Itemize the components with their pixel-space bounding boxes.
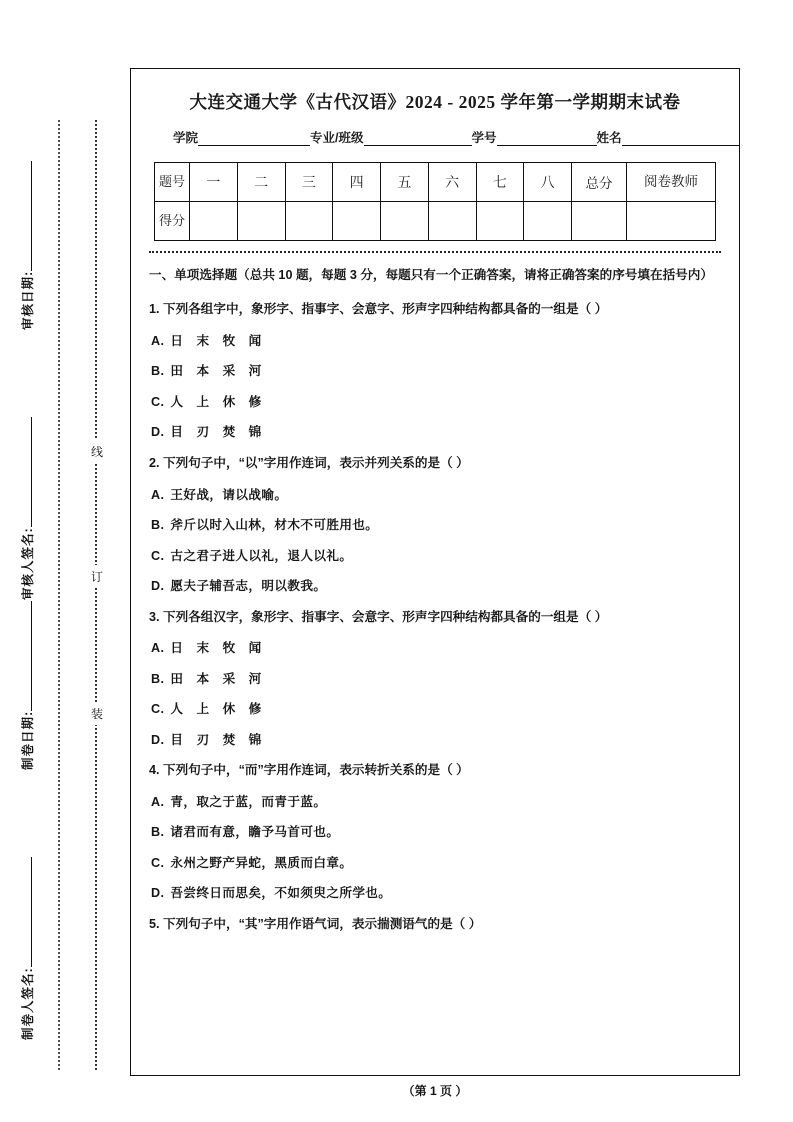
question-1-option-c[interactable] (149, 393, 721, 413)
binding-mark-ding: 订 (86, 565, 108, 588)
score-table-teacher-label: 阅卷教师 (627, 163, 716, 202)
score-cell-8[interactable] (524, 202, 572, 241)
question-4-option-c-label: C. (151, 855, 165, 870)
score-cell-7[interactable] (476, 202, 524, 241)
score-table-total-label: 总分 (572, 163, 627, 202)
margin-label-paper-date-blank (31, 601, 32, 711)
question-1-number: 1. (149, 302, 160, 317)
question-2-option-a[interactable] (149, 486, 721, 506)
question-4-option-b[interactable] (149, 823, 721, 843)
question-1-option-d[interactable] (149, 423, 721, 443)
question-3-option-a-text: 日 末 牧 闻 (170, 641, 267, 656)
margin-label-paper-date-text: 制卷日期: (21, 710, 35, 770)
score-cell-total[interactable] (572, 202, 627, 241)
score-table-col-4: 四 (333, 163, 381, 202)
question-1-option-b[interactable] (149, 362, 721, 382)
question-5-text: 下列句子中，“其”字用作语气词，表示揣测语气的是（ ） (163, 916, 482, 931)
question-1-option-c-label: C. (151, 394, 165, 409)
binding-mark-xian: 线 (86, 440, 108, 463)
field-college-label: 学院 (173, 131, 199, 145)
score-table-col-6: 六 (428, 163, 476, 202)
score-table-col-5: 五 (381, 163, 429, 202)
question-3-option-c-text: 人 上 休 修 (170, 702, 267, 717)
exam-sheet (130, 68, 740, 1076)
field-major-class (310, 128, 471, 146)
question-2-option-b[interactable] (149, 516, 721, 536)
question-4-option-d-text: 吾尝终日而思矣，不如须臾之所学也。 (170, 886, 392, 901)
field-student-id-input[interactable] (497, 132, 597, 146)
margin-label-author-signature-blank (31, 857, 32, 967)
score-cell-1[interactable] (190, 202, 238, 241)
score-cell-teacher[interactable] (627, 202, 716, 241)
question-3-text: 下列各组汉字，象形字、指事字、会意字、形声字四种结构都具备的一组是（ ） (163, 609, 608, 624)
question-3-option-d-label: D. (151, 732, 165, 747)
question-4-option-a[interactable] (149, 793, 721, 813)
question-2-stem (149, 454, 721, 474)
question-1-stem (149, 300, 721, 320)
field-college (173, 128, 310, 146)
question-2-option-d-label: D. (151, 579, 165, 594)
question-4-stem (149, 761, 721, 781)
field-student-id (472, 128, 597, 146)
question-2-option-a-text: 王好战，请以战喻。 (170, 487, 288, 502)
question-4-option-a-text: 青，取之于蓝，而青于蓝。 (170, 794, 327, 809)
question-3-option-d-text: 目 刃 焚 锦 (170, 732, 267, 747)
score-table-col-1: 一 (190, 163, 238, 202)
question-3-number: 3. (149, 609, 160, 624)
question-4-option-d-label: D. (151, 886, 165, 901)
question-4-text: 下列句子中，“而”字用作连词，表示转折关系的是（ ） (163, 763, 469, 778)
score-cell-6[interactable] (428, 202, 476, 241)
left-margin (0, 0, 120, 1122)
score-table (154, 162, 716, 241)
question-3-option-c[interactable] (149, 700, 721, 720)
field-major-class-label: 专业/班级 (310, 131, 364, 145)
question-3-option-b[interactable] (149, 670, 721, 690)
question-3-option-b-text: 田 本 采 河 (170, 671, 267, 686)
question-3-option-b-label: B. (151, 671, 165, 686)
field-student-id-label: 学号 (471, 131, 497, 145)
table-row-scores (155, 202, 716, 241)
field-major-class-input[interactable] (364, 132, 472, 146)
question-1-option-d-text: 目 刃 焚 锦 (170, 425, 267, 440)
margin-label-reviewer-signature-text: 审核人签名: (21, 527, 35, 600)
section-heading: 一、单项选择题（总共 10 题，每题 3 分，每题只有一个正确答案，请将正确答案的序号填在括号内） (149, 268, 713, 282)
field-name-input[interactable] (622, 132, 740, 146)
question-3-option-c-label: C. (151, 702, 165, 717)
question-2-option-d[interactable] (149, 577, 721, 597)
table-row-question-numbers (155, 163, 716, 202)
question-4-number: 4. (149, 763, 160, 778)
score-table-col-2: 二 (237, 163, 285, 202)
question-3-option-d[interactable] (149, 731, 721, 751)
question-5-number: 5. (149, 916, 160, 931)
margin-label-paper-date (18, 470, 36, 770)
question-3-option-a[interactable] (149, 639, 721, 659)
binding-mark-zhuang: 装 (86, 702, 108, 725)
score-table-col-3: 三 (285, 163, 333, 202)
question-1-option-b-text: 田 本 采 河 (170, 364, 267, 379)
question-4-option-b-text: 诸君而有意，瞻予马首可也。 (170, 825, 340, 840)
question-body (147, 265, 723, 934)
question-3-stem (149, 608, 721, 628)
student-info-row (147, 128, 723, 146)
score-table-row-label-score: 得分 (155, 202, 190, 241)
margin-label-review-date-text: 审核日期: (21, 270, 35, 330)
question-1-option-b-label: B. (151, 364, 165, 379)
question-1-option-c-text: 人 上 休 修 (170, 394, 267, 409)
score-table-col-8: 八 (524, 163, 572, 202)
question-1-text: 下列各组字中，象形字、指事字、会意字、形声字四种结构都具备的一组是（ ） (163, 302, 608, 317)
field-name (597, 128, 740, 146)
question-2-option-b-text: 斧斤以时入山林，材木不可胜用也。 (170, 518, 379, 533)
margin-label-author-signature-text: 制卷人签名: (21, 967, 35, 1040)
margin-label-author-signature (18, 740, 36, 1040)
question-5-stem (149, 915, 721, 935)
field-name-label: 姓名 (596, 131, 622, 145)
score-cell-5[interactable] (381, 202, 429, 241)
question-2-option-d-text: 愿夫子辅吾志，明以教我。 (170, 579, 327, 594)
score-cell-3[interactable] (285, 202, 333, 241)
question-1-option-a-label: A. (151, 333, 165, 348)
question-2-option-a-label: A. (151, 487, 165, 502)
question-4-option-a-label: A. (151, 794, 165, 809)
page-footer: （第 1 页 ） (402, 1084, 468, 1098)
score-cell-2[interactable] (237, 202, 285, 241)
question-1-option-a[interactable] (149, 332, 721, 352)
score-table-col-7: 七 (476, 163, 524, 202)
score-table-row-label-qnum: 题号 (155, 163, 190, 202)
question-3-option-a-label: A. (151, 641, 165, 656)
section-divider (149, 251, 721, 253)
question-2-text: 下列句子中，“以”字用作连词，表示并列关系的是（ ） (163, 455, 469, 470)
question-4-option-c-text: 永州之野产异蛇，黑质而白章。 (170, 855, 353, 870)
question-1-option-a-text: 日 末 牧 闻 (170, 333, 267, 348)
score-cell-4[interactable] (333, 202, 381, 241)
binding-dotted-line (95, 120, 97, 1070)
margin-label-review-date-blank (31, 161, 32, 271)
margin-label-review-date (18, 30, 36, 330)
margin-dotted-rule (58, 120, 60, 1070)
question-2-option-b-label: B. (151, 518, 165, 533)
question-1-option-d-label: D. (151, 425, 165, 440)
question-2-option-c-label: C. (151, 548, 165, 563)
field-college-input[interactable] (198, 132, 310, 146)
question-2-number: 2. (149, 455, 160, 470)
question-2-option-c-text: 古之君子进人以礼，退人以礼。 (170, 548, 353, 563)
page-title: 大连交通大学《古代汉语》2024 - 2025 学年第一学期期末试卷 (189, 92, 681, 112)
question-4-option-b-label: B. (151, 825, 165, 840)
question-2-option-c[interactable] (149, 547, 721, 567)
question-4-option-c[interactable] (149, 854, 721, 874)
question-4-option-d[interactable] (149, 884, 721, 904)
